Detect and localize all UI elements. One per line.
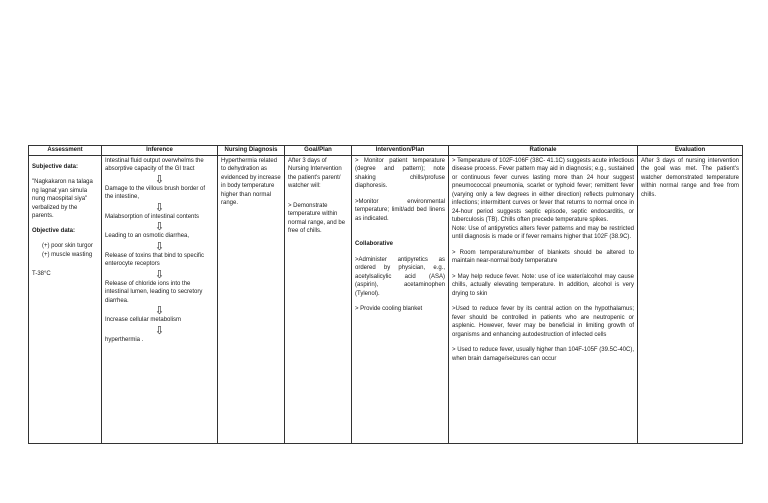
down-arrow-icon: ⇩: [154, 221, 165, 234]
nursing-diagnosis-cell: [218, 155, 285, 443]
inference-step: Release of toxins that bind to specific enterocyte receptors: [105, 252, 205, 268]
intervention-item: >Administer antipyretics as ordered by physician, e.g., acetylsalicylic acid (ASA) (aspirin), acetaminophen (Tylenol).: [355, 256, 445, 297]
header-evaluation: Evaluation: [638, 146, 743, 156]
down-arrow-icon: ⇩: [154, 201, 165, 214]
nursing-care-plan-table: [28, 145, 743, 444]
subjective-quote: "Nagkakaron na talaga ng lagnat yan simula nung maospital siya" verbalized by the parents.: [32, 179, 93, 220]
header-assessment: Assessment: [29, 146, 102, 156]
inference-step: Leading to an osmotic diarrhea,: [105, 233, 190, 240]
header-row: [29, 146, 743, 156]
intervention-item: > Monitor patient temperature (degree and pattern); note shaking chills/profuse diaphoresis.: [355, 157, 445, 190]
evaluation-text: After 3 days of nursing intervention the goal was met. The patient's watcher demonstrated temperature within normal range and free from chills.: [641, 157, 739, 198]
header-nursing-diagnosis: Nursing Diagnosis: [218, 146, 285, 156]
header-intervention-plan: Intervention/Plan: [352, 146, 449, 156]
down-arrow-icon: ⇩: [154, 173, 165, 186]
rationale-note: Note: Use of antipyretics alters fever patterns and may be restricted until diagnosis is made or if fever remains higher that 102F (38.9C).: [452, 225, 634, 241]
intervention-item: >Monitor environmental temperature; limit/add bed linens as indicated.: [355, 198, 445, 222]
temperature-reading: T-38°C: [32, 271, 51, 278]
rationale-item: >Used to reduce fever by its central action on the hypothalamus; fever should be controlled in patients who are neutropenic or asplenic. However, fever may be beneficial in limiting growth of organisms and enhancing autodestruction of infected cells: [452, 306, 634, 338]
collaborative-heading: Collaborative: [355, 241, 394, 248]
inference-step: Intestinal fluid output overwhelms the absorptive capacity of the GI tract: [105, 157, 204, 173]
down-arrow-icon: ⇩: [154, 240, 165, 253]
goal-intro: After 3 days of Nursing Intervention the patient's parent/ watcher will:: [288, 157, 342, 190]
intervention-plan-cell: [352, 155, 449, 443]
inference-step: Damage to the villous brush border of the intestine,: [105, 185, 206, 201]
objective-heading: Objective data:: [32, 227, 76, 234]
down-arrow-icon: ⇩: [154, 268, 165, 281]
inference-step: Increase cellular metabolism: [105, 317, 182, 324]
objective-item-skin-turgor: (+) poor skin turgor: [42, 243, 93, 250]
subjective-heading: Subjective data:: [32, 163, 79, 170]
inference-step: Malabsorption of intestinal contents: [105, 213, 200, 220]
goal-outcome: > Demonstrate temperature within normal range, and be free of chills.: [288, 202, 346, 235]
header-rationale: Rationale: [449, 146, 638, 156]
intervention-item: > Provide cooling blanket: [355, 306, 423, 313]
rationale-item: > May help reduce fever. Note: use of ice water/alcohol may cause chills, actually elevating temperature. In addition, alcohol is very drying to skin: [452, 273, 634, 297]
down-arrow-icon: ⇩: [154, 305, 165, 318]
rationale-item: > Used to reduce fever, usually higher than 104F-105F (39.5C-40C), when brain damage/seizures can occur: [452, 347, 634, 362]
objective-item-muscle-wasting: (+) muscle wasting: [42, 251, 93, 258]
down-arrow-icon: ⇩: [154, 324, 165, 337]
inference-step: hyperthermia .: [105, 336, 144, 343]
inference-step: Release of chloride ions into the intestinal lumen, leading to secretory diarrhea.: [105, 280, 203, 304]
header-goal-plan: Goal/Plan: [285, 146, 352, 156]
goal-plan-cell: [285, 155, 352, 443]
inference-cell: [102, 155, 218, 443]
rationale-cell: [449, 155, 638, 443]
rationale-item: > Temperature of 102F-106F (38C- 41.1C) suggests acute infectious disease process. Fever pattern may aid in diagnosis; e.g., sustained or continuous fever curves lasting more than 24 hour suggest pneumococcal pneumonia, scarlet or typhoid fever; remittent fever (varying only a few degrees in either direction) reflects pulmonary infections; intermittent curves or fever that returns to normal once in 24-hour period suggests septic episode, septic endocarditis, or tuberculosis (TB). Chills often precede temperature spikes.: [452, 157, 634, 224]
table-row: [29, 155, 743, 443]
assessment-cell: [29, 155, 102, 443]
header-inference: Inference: [102, 146, 218, 156]
rationale-item: > Room temperature/number of blankets should be altered to maintain near-normal body temperature: [452, 249, 634, 265]
diagnosis-text: Hyperthermia related to dehydration as evidenced by increase in body temperature higher than normal range.: [221, 157, 281, 207]
evaluation-cell: [638, 155, 743, 443]
